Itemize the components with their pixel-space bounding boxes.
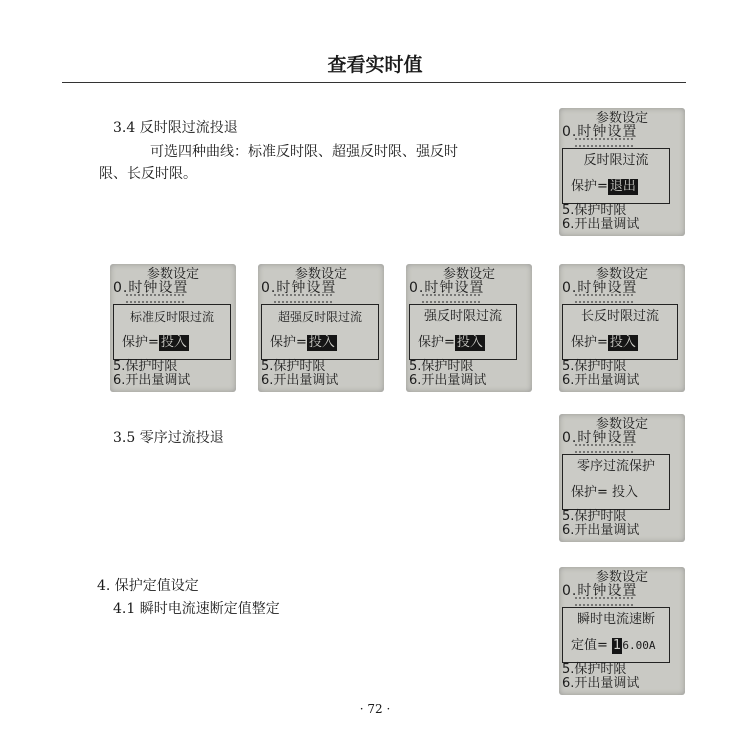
lcd-selection-box [113,304,231,360]
lcd-selection-box [261,304,379,360]
lcd-menu-clock: 0.时钟设置 [562,430,638,446]
lcd-screen-strong-inverse [406,264,532,392]
lcd-menu-protection-time: 5.保护时限 [562,662,627,677]
lcd-param-value: 投入 [160,335,187,350]
header-rule [62,82,686,83]
lcd-param-label: 定值= [571,638,608,653]
lcd-param-value: 投入 [609,335,636,350]
lcd-param-label: 保护= [571,335,608,350]
lcd-menu-output-debug: 6.开出量调试 [562,217,640,232]
lcd-param-label: 保护= [571,179,608,194]
lcd-menu-protection-time: 5.保护时限 [261,359,326,374]
lcd-title: 参数设定 [595,111,648,126]
lcd-menu-protection-time: 5.保护时限 [409,359,474,374]
lcd-menu-output-debug: 6.开出量调试 [409,373,487,388]
lcd-param-row [571,179,638,195]
lcd-screen-super-inverse [258,264,384,392]
lcd-menu-clock: 0.时钟设置 [409,280,485,296]
lcd-menu-clock: 0.时钟设置 [562,124,638,140]
lcd-selection-box [562,148,670,204]
lcd-selection-box [562,454,670,510]
lcd-menu-protection-time: 5.保护时限 [562,359,627,374]
lcd-selection-box [562,304,678,360]
lcd-param-row [270,335,337,351]
lcd-menu-protection-time: 5.保护时限 [113,359,178,374]
lcd-param-value: 投入 [612,485,639,500]
lcd-title: 参数设定 [595,267,648,282]
lcd-menu-clock: 0.时钟设置 [562,280,638,296]
lcd-screen-long-inverse [559,264,685,392]
lcd-item-label: 长反时限过流 [580,309,659,324]
lcd-menu-clock: 0.时钟设置 [261,280,337,296]
lcd-param-row [418,335,485,351]
lcd-menu-output-debug: 6.开出量调试 [562,676,640,691]
lcd-item-label: 标准反时限过流 [129,310,214,324]
lcd-param-value: 投入 [456,335,483,350]
lcd-edit-cursor: 1 [613,638,622,653]
page-number: · 72 · [359,702,391,716]
lcd-title: 参数设定 [294,267,347,282]
lcd-menu-clock: 0.时钟设置 [562,583,638,599]
lcd-menu-output-debug: 6.开出量调试 [261,373,339,388]
lcd-param-row [571,638,655,654]
lcd-selection-box [409,304,517,360]
lcd-title: 参数设定 [595,417,648,432]
lcd-ghost-row [575,597,633,606]
lcd-param-label: 保护= [270,335,307,350]
lcd-ghost-row [575,138,633,147]
section-4-heading: 4. 保护定值设定 [97,578,199,594]
lcd-screen-standard-inverse [110,264,236,392]
lcd-param-label: 保护= [571,485,608,500]
lcd-item-label: 超强反时限过流 [277,310,362,324]
lcd-ghost-row [575,444,633,453]
section-3-4-body-line2: 限、长反时限。 [99,166,197,182]
lcd-param-label: 保护= [122,335,159,350]
lcd-ghost-row [126,294,184,303]
lcd-title: 参数设定 [146,267,199,282]
lcd-selection-box [562,607,670,663]
lcd-param-value: 退出 [609,179,636,194]
lcd-item-label: 反时限过流 [583,153,649,168]
section-3-4-heading: 3.4 反时限过流投退 [113,120,238,136]
lcd-ghost-row [274,294,332,303]
lcd-param-value: 投入 [308,335,335,350]
lcd-title: 参数设定 [595,570,648,585]
section-3-5-heading: 3.5 零序过流投退 [113,430,224,446]
lcd-param-row [571,485,638,501]
lcd-menu-protection-time: 5.保护时限 [562,203,627,218]
lcd-item-label: 零序过流保护 [576,459,655,474]
lcd-menu-output-debug: 6.开出量调试 [113,373,191,388]
lcd-param-value: 6.00A [622,639,656,652]
lcd-screen-zero-sequence [559,414,685,542]
lcd-ghost-row [422,294,480,303]
lcd-param-label: 保护= [418,335,455,350]
lcd-menu-output-debug: 6.开出量调试 [562,523,640,538]
lcd-title: 参数设定 [442,267,495,282]
lcd-screen-inverse-overcurrent [559,108,685,236]
lcd-screen-instant-overcurrent [559,567,685,695]
lcd-item-label: 瞬时电流速断 [576,612,655,627]
lcd-ghost-row [575,294,633,303]
section-3-4-body-line1: 可选四种曲线：标准反时限、超强反时限、强反时 [150,144,458,160]
lcd-menu-protection-time: 5.保护时限 [562,509,627,524]
lcd-param-row [571,335,638,351]
lcd-menu-output-debug: 6.开出量调试 [562,373,640,388]
page-title: 查看实时值 [327,54,423,76]
lcd-param-row [122,335,189,351]
section-4-1-heading: 4.1 瞬时电流速断定值整定 [113,601,280,617]
lcd-menu-clock: 0.时钟设置 [113,280,189,296]
lcd-item-label: 强反时限过流 [423,309,502,324]
